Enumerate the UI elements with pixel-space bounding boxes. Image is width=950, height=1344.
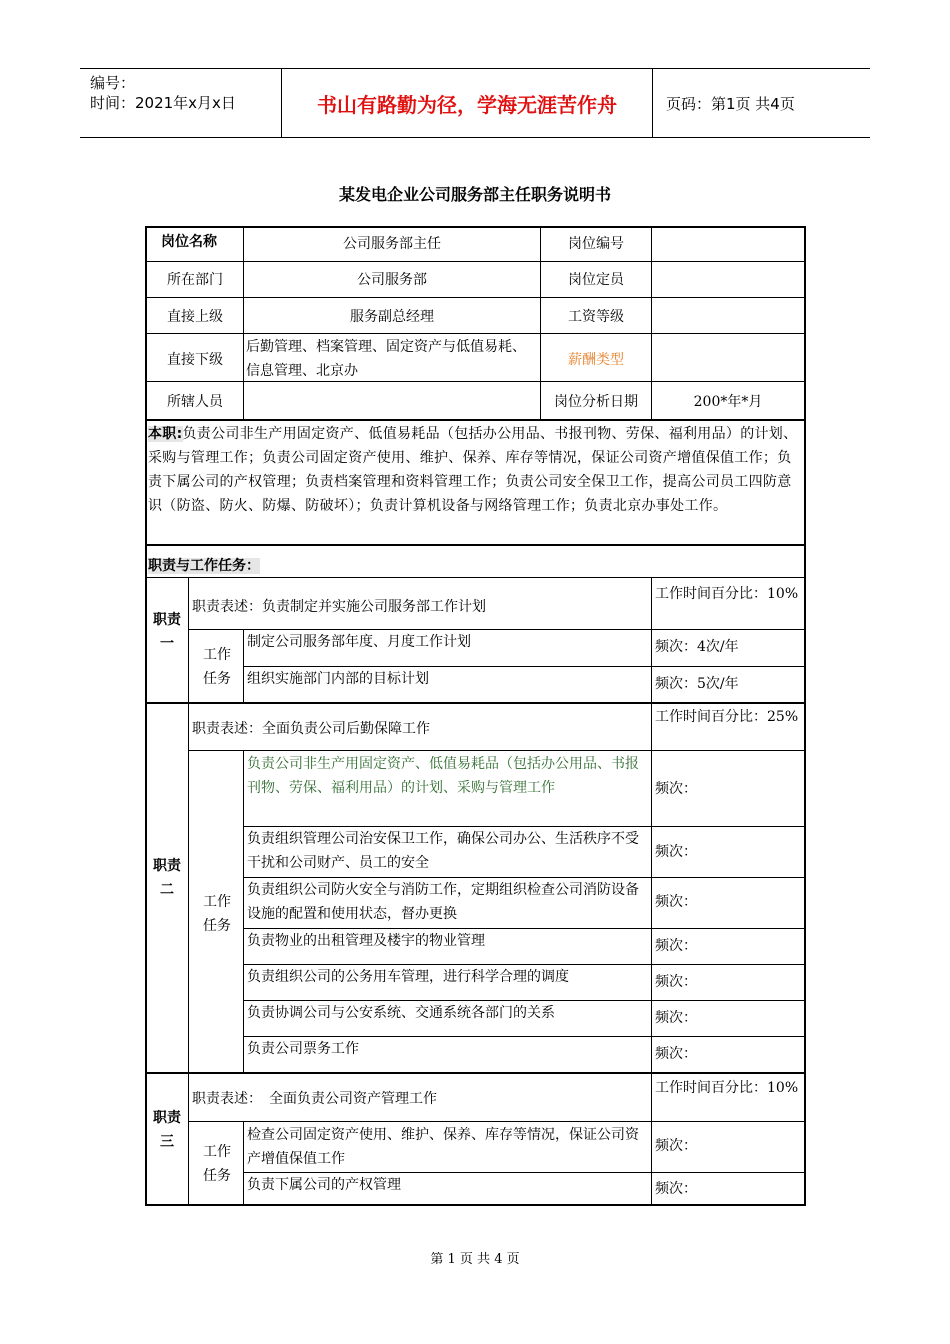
post-name-value: 公司服务部主任 — [343, 236, 441, 252]
dept-label: 所在部门 — [167, 272, 223, 288]
post-no-value — [652, 232, 804, 260]
analysis-date-label: 岗位分析日期 — [554, 394, 638, 410]
grade-value — [652, 305, 804, 333]
duty-1-time-pct: 工作时间百分比：10% — [655, 586, 799, 602]
duty-2-task-6-freq: 频次： — [655, 1010, 697, 1026]
duty-2-task-label: 工作任务 — [203, 894, 231, 934]
duty-2-time-pct: 工作时间百分比：25% — [655, 709, 799, 725]
subordinate-label: 直接下级 — [167, 352, 223, 368]
analysis-date-value: 200*年*月 — [693, 394, 763, 410]
duty-2-name: 职责二 — [153, 858, 181, 898]
duty-3-task-1: 检查公司固定资产使用、维护、保养、库存等情况，保证公司资产增值保值工作 — [247, 1127, 639, 1167]
duty-2-statement: 职责表述：全面负责公司后勤保障工作 — [192, 721, 430, 737]
summary — [148, 422, 802, 542]
duty-2-task-4-freq: 频次： — [655, 938, 697, 954]
subordinate-value: 后勤管理、档案管理、固定资产与低值易耗、信息管理、北京办 — [246, 339, 526, 379]
duty-2-task-5: 负责组织公司的公务用车管理，进行科学合理的调度 — [247, 969, 569, 985]
duty-2-task-7-freq: 频次： — [655, 1046, 697, 1062]
post-no-label: 岗位编号 — [568, 236, 624, 252]
duty-2-task-3-freq: 频次： — [655, 894, 697, 910]
duty-2-task-1-freq: 频次： — [655, 781, 697, 797]
duty-3-name: 职责三 — [153, 1110, 181, 1150]
summary-label: 本职: — [148, 426, 183, 442]
duty-2-task-2-freq: 频次： — [655, 844, 697, 860]
duty-3-task-2-freq: 频次： — [655, 1181, 697, 1197]
duty-1-task-2: 组织实施部门内部的目标计划 — [247, 671, 429, 687]
duty-1-task-2-freq: 频次：5次/年 — [655, 676, 739, 692]
duty-1-task-1: 制定公司服务部年度、月度工作计划 — [247, 634, 471, 650]
job-description-table — [145, 226, 806, 1206]
duty-3-task-1-freq: 频次： — [655, 1138, 697, 1154]
duty-3-task-2: 负责下属公司的产权管理 — [247, 1177, 401, 1193]
staff-value — [244, 390, 540, 418]
duty-1-name: 职责一 — [153, 612, 181, 652]
duty-2-task-5-freq: 频次： — [655, 974, 697, 990]
header-motto-box — [281, 69, 653, 137]
document-title: 某发电企业公司服务部主任职务说明书 — [338, 185, 611, 204]
duty-2-task-6: 负责协调公司与公安系统、交通系统各部门的关系 — [247, 1005, 555, 1021]
duty-1-statement: 职责表述：负责制定并实施公司服务部工作计划 — [192, 599, 486, 615]
page-header — [80, 68, 870, 138]
grade-label: 工资等级 — [568, 309, 624, 325]
summary-text: 负责公司非生产用固定资产、低值易耗品（包括办公用品、书报刊物、劳保、福利用品）的计划、采购与管理工作；负责公司固定资产使用、维护、保养、库存等情况，保证公司资产增值保值工作；负责下属公司的产权管理；负责档案管理和资料管理工作；负责公司安全保卫工作，提高公司员工四防意识（防盗、防火、防爆、防破坏）；负责计算机设备与网络管理工作；负责北京办事处工作。 — [148, 426, 798, 514]
duty-3-statement: 职责表述： 全面负责公司资产管理工作 — [192, 1091, 437, 1107]
duty-1-task-1-freq: 频次：4次/年 — [655, 639, 739, 655]
page-info: 页码：第1页 共4页 — [666, 95, 795, 113]
serial-label: 编号： — [90, 74, 136, 92]
superior-value: 服务副总经理 — [350, 309, 434, 325]
duty-2-task-2: 负责组织管理公司治安保卫工作，确保公司办公、生活秩序不受干扰和公司财产、员工的安全 — [247, 831, 639, 871]
quota-value — [652, 268, 804, 296]
header-left — [90, 73, 236, 113]
duty-1-task-label: 工作任务 — [203, 647, 231, 687]
post-name-label: 岗位名称 — [161, 234, 217, 250]
superior-label: 直接上级 — [167, 309, 223, 325]
time-label: 时间：2021年x月x日 — [90, 94, 236, 112]
page-footer: 第 1 页 共 4 页 — [430, 1252, 520, 1267]
staff-label: 所辖人员 — [167, 394, 223, 410]
header-motto: 书山有路勤为径，学海无涯苦作舟 — [317, 93, 617, 117]
duty-3-task-label: 工作任务 — [203, 1144, 231, 1184]
duty-2-task-4: 负责物业的出租管理及楼宇的物业管理 — [247, 933, 485, 949]
duties-heading: 职责与工作任务： — [148, 558, 260, 574]
duty-2-task-3: 负责组织公司防火安全与消防工作，定期组织检查公司消防设备设施的配置和使用状态，督办更换 — [247, 882, 639, 922]
duty-2-task-1: 负责公司非生产用固定资产、低值易耗品（包括办公用品、书报刊物、劳保、福利用品）的计划、采购与管理工作 — [247, 756, 639, 796]
quota-label: 岗位定员 — [568, 272, 624, 288]
dept-value: 公司服务部 — [357, 272, 427, 288]
duty-2-task-7: 负责公司票务工作 — [247, 1041, 359, 1057]
salary-type-label: 薪酬类型 — [568, 352, 624, 368]
duty-3-time-pct: 工作时间百分比：10% — [655, 1080, 799, 1096]
